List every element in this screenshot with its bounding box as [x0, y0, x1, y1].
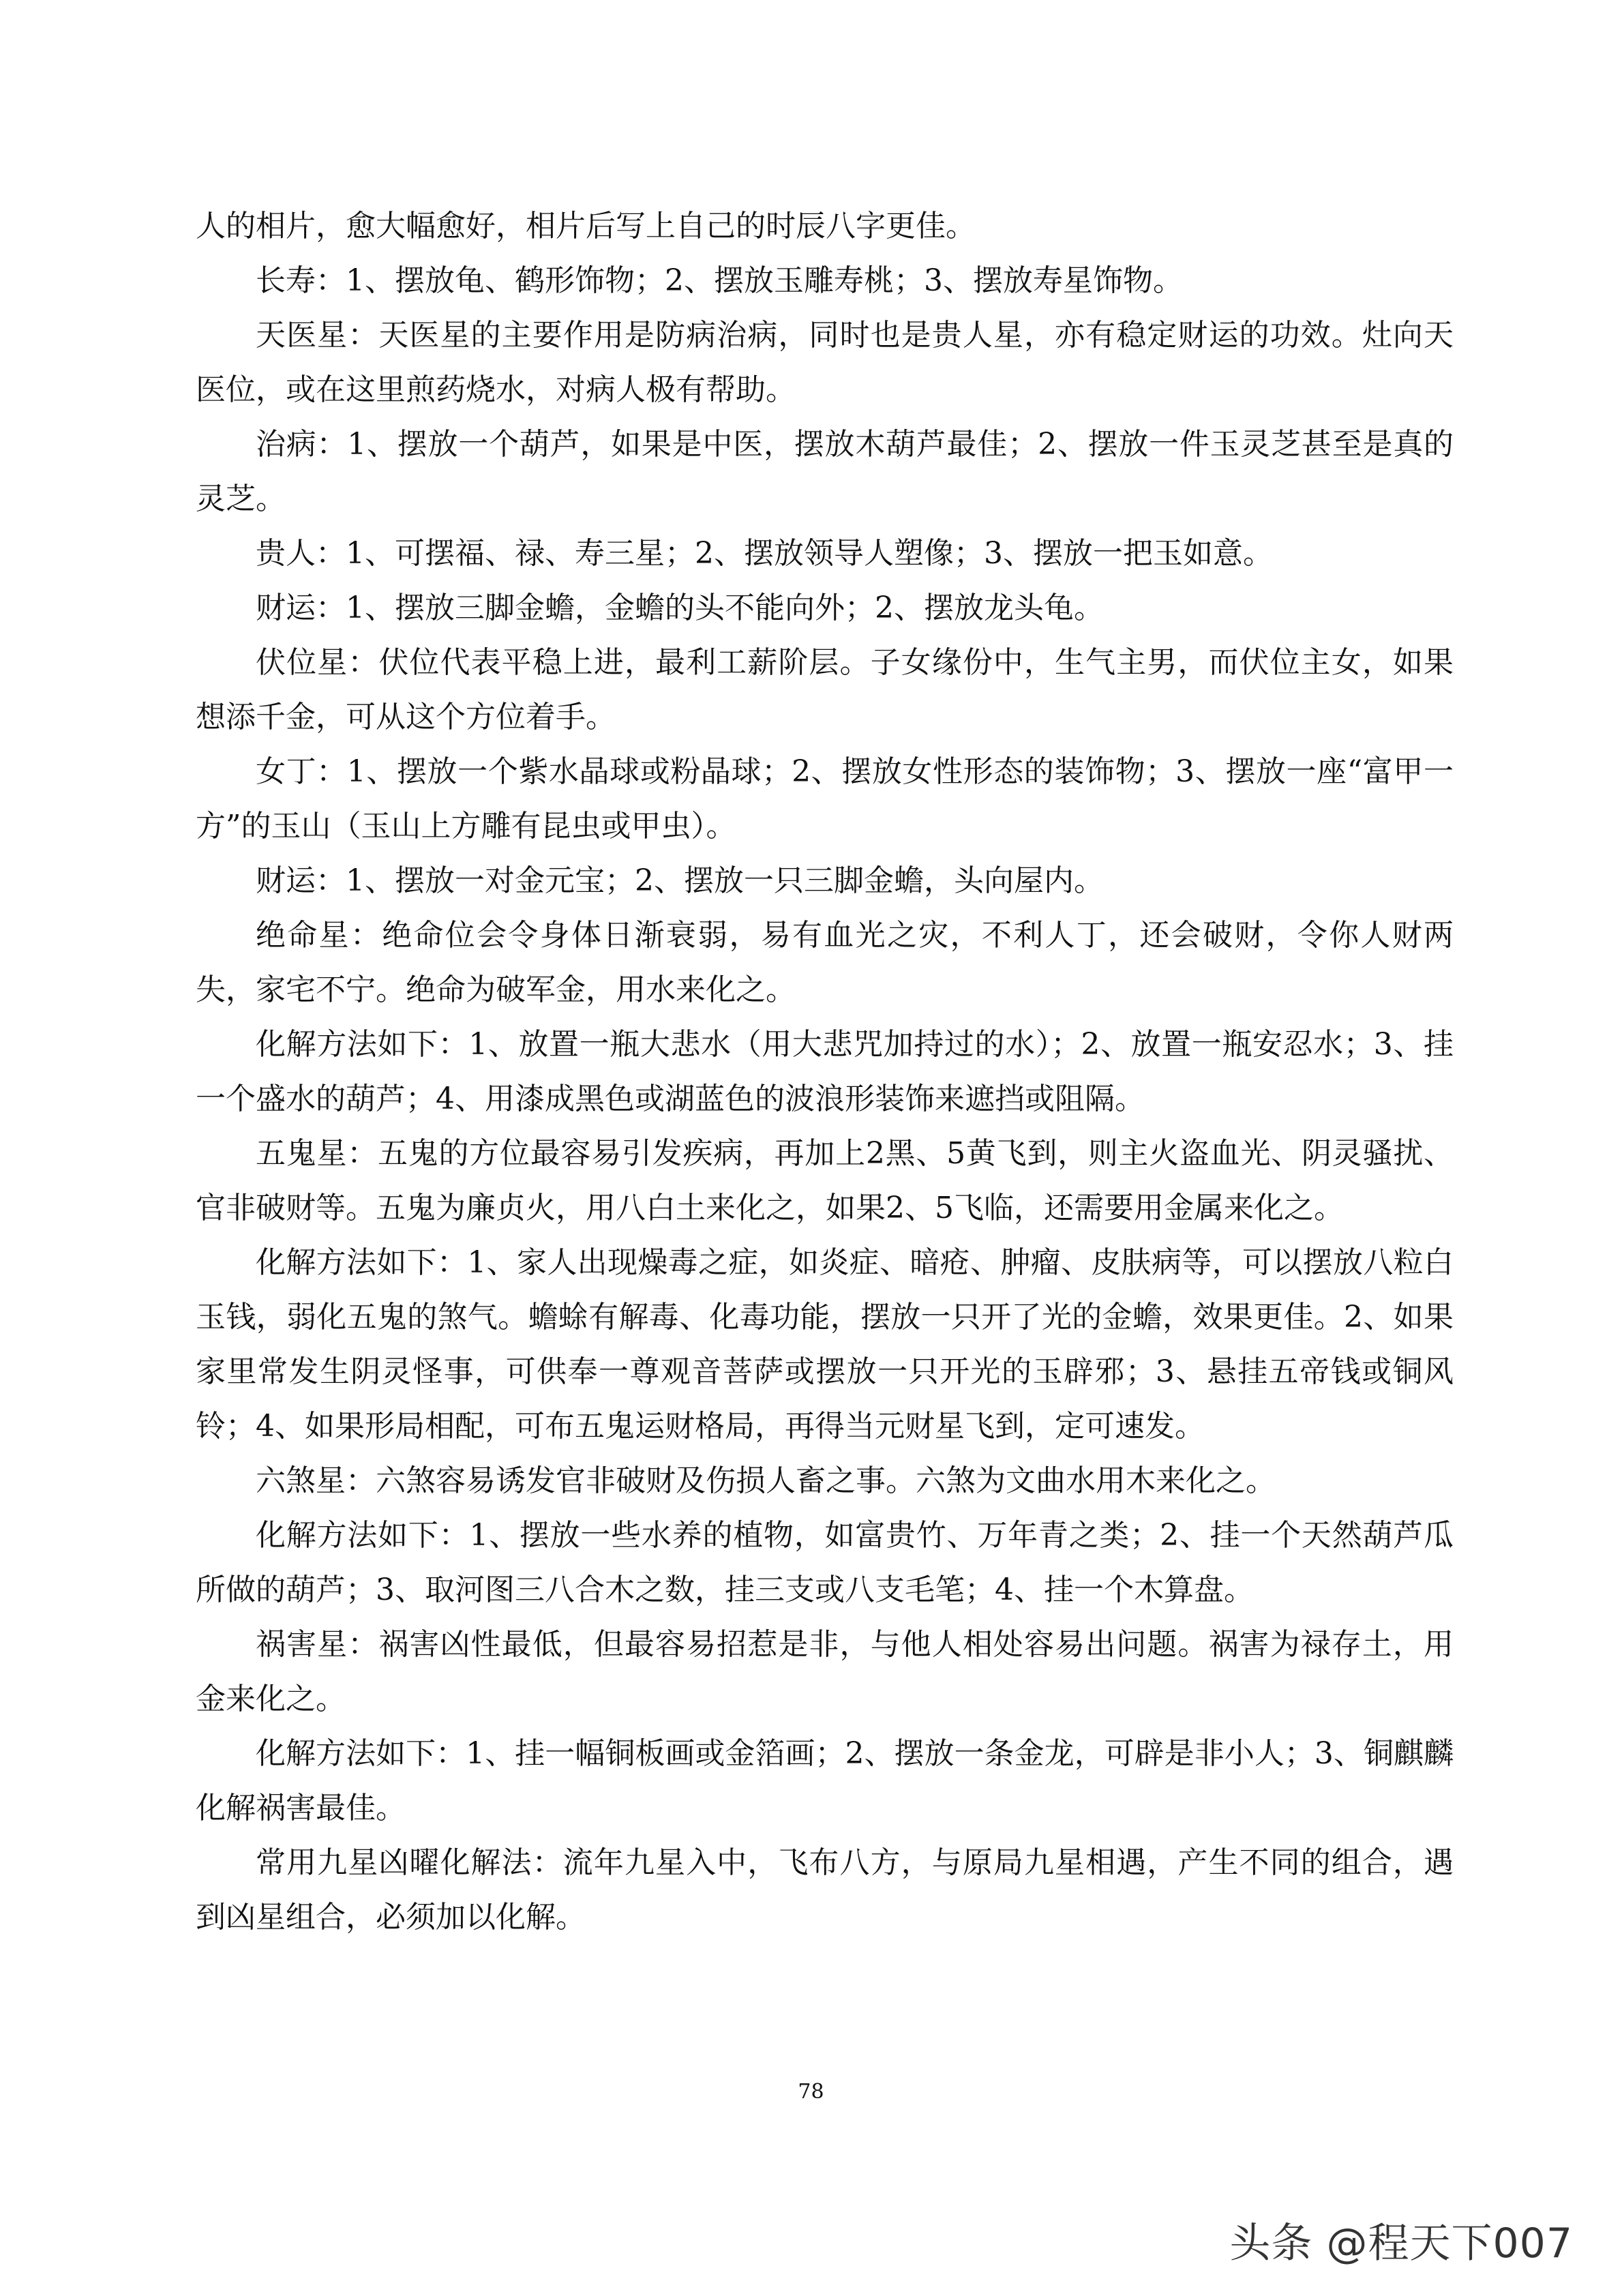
watermark: 头条 @程天下007: [1229, 2220, 1573, 2267]
document-body: [196, 199, 1454, 1945]
paragraph: 祸害星：祸害凶性最低，但最容易招惹是非，与他人相处容易出问题。祸害为禄存土，用金来化之。: [196, 1627, 1454, 1716]
paragraph: 长寿：1、摆放龟、鹤形饰物；2、摆放玉雕寿桃；3、摆放寿星饰物。: [256, 263, 1183, 298]
paragraph: 贵人：1、可摆福、禄、寿三星；2、摆放领导人塑像；3、摆放一把玉如意。: [256, 536, 1273, 571]
paragraph: 女丁：1、摆放一个紫水晶球或粉晶球；2、摆放女性形态的装饰物；3、摆放一座“富甲一方”的玉山（玉山上方雕有昆虫或甲虫）。: [196, 754, 1454, 844]
paragraph: 常用九星凶曜化解法：流年九星入中，飞布八方，与原局九星相遇，产生不同的组合，遇到凶星组合，必须加以化解。: [196, 1845, 1454, 1935]
page-number: 78: [798, 2080, 824, 2104]
paragraph: 伏位星：伏位代表平稳上进，最利工薪阶层。子女缘份中，生气主男，而伏位主女，如果想添千金，可从这个方位着手。: [196, 645, 1454, 734]
paragraph: 化解方法如下：1、摆放一些水养的植物，如富贵竹、万年青之类；2、挂一个天然葫芦瓜所做的葫芦；3、取河图三八合木之数，挂三支或八支毛笔；4、挂一个木算盘。: [196, 1518, 1454, 1607]
paragraph: 财运：1、摆放一对金元宝；2、摆放一只三脚金蟾，头向屋内。: [256, 863, 1104, 898]
paragraph: 绝命星：绝命位会令身体日渐衰弱，易有血光之灾，不利人丁，还会破财，令你人财两失，家宅不宁。绝命为破军金，用水来化之。: [196, 918, 1454, 1007]
paragraph: 治病：1、摆放一个葫芦，如果是中医，摆放木葫芦最佳；2、摆放一件玉灵芝甚至是真的灵芝。: [196, 427, 1454, 516]
paragraph: 天医星：天医星的主要作用是防病治病，同时也是贵人星，亦有稳定财运的功效。灶向天医位，或在这里煎药烧水，对病人极有帮助。: [196, 318, 1454, 407]
paragraph: 财运：1、摆放三脚金蟾，金蟾的头不能向外；2、摆放龙头龟。: [256, 591, 1104, 625]
paragraph: 六煞星：六煞容易诱发官非破财及伤损人畜之事。六煞为文曲水用木来化之。: [256, 1463, 1276, 1498]
paragraph: 化解方法如下：1、家人出现燥毒之症，如炎症、暗疮、肿瘤、皮肤病等，可以摆放八粒白玉钱，弱化五鬼的煞气。蟾蜍有解毒、化毒功能，摆放一只开了光的金蟾，效果更佳。2、如果家里常发生阴灵怪事，可供奉一尊观音菩萨或摆放一只开光的玉辟邪；3、悬挂五帝钱或铜风铃；4、如果形局相配，可布五鬼运财格局，再得当元财星飞到，定可速发。: [196, 1245, 1454, 1444]
paragraph: 化解方法如下：1、放置一瓶大悲水（用大悲咒加持过的水）；2、放置一瓶安忍水；3、挂一个盛水的葫芦；4、用漆成黑色或湖蓝色的波浪形装饰来遮挡或阻隔。: [196, 1027, 1454, 1116]
paragraph: 人的相片，愈大幅愈好，相片后写上自己的时辰八字更佳。: [196, 209, 976, 243]
paragraph: 五鬼星：五鬼的方位最容易引发疾病，再加上2黑、5黄飞到，则主火盗血光、阴灵骚扰、官非破财等。五鬼为廉贞火，用八白土来化之，如果2、5飞临，还需要用金属来化之。: [196, 1136, 1454, 1225]
paragraph: 化解方法如下：1、挂一幅铜板画或金箔画；2、摆放一条金龙，可辟是非小人；3、铜麒麟化解祸害最佳。: [196, 1736, 1454, 1825]
